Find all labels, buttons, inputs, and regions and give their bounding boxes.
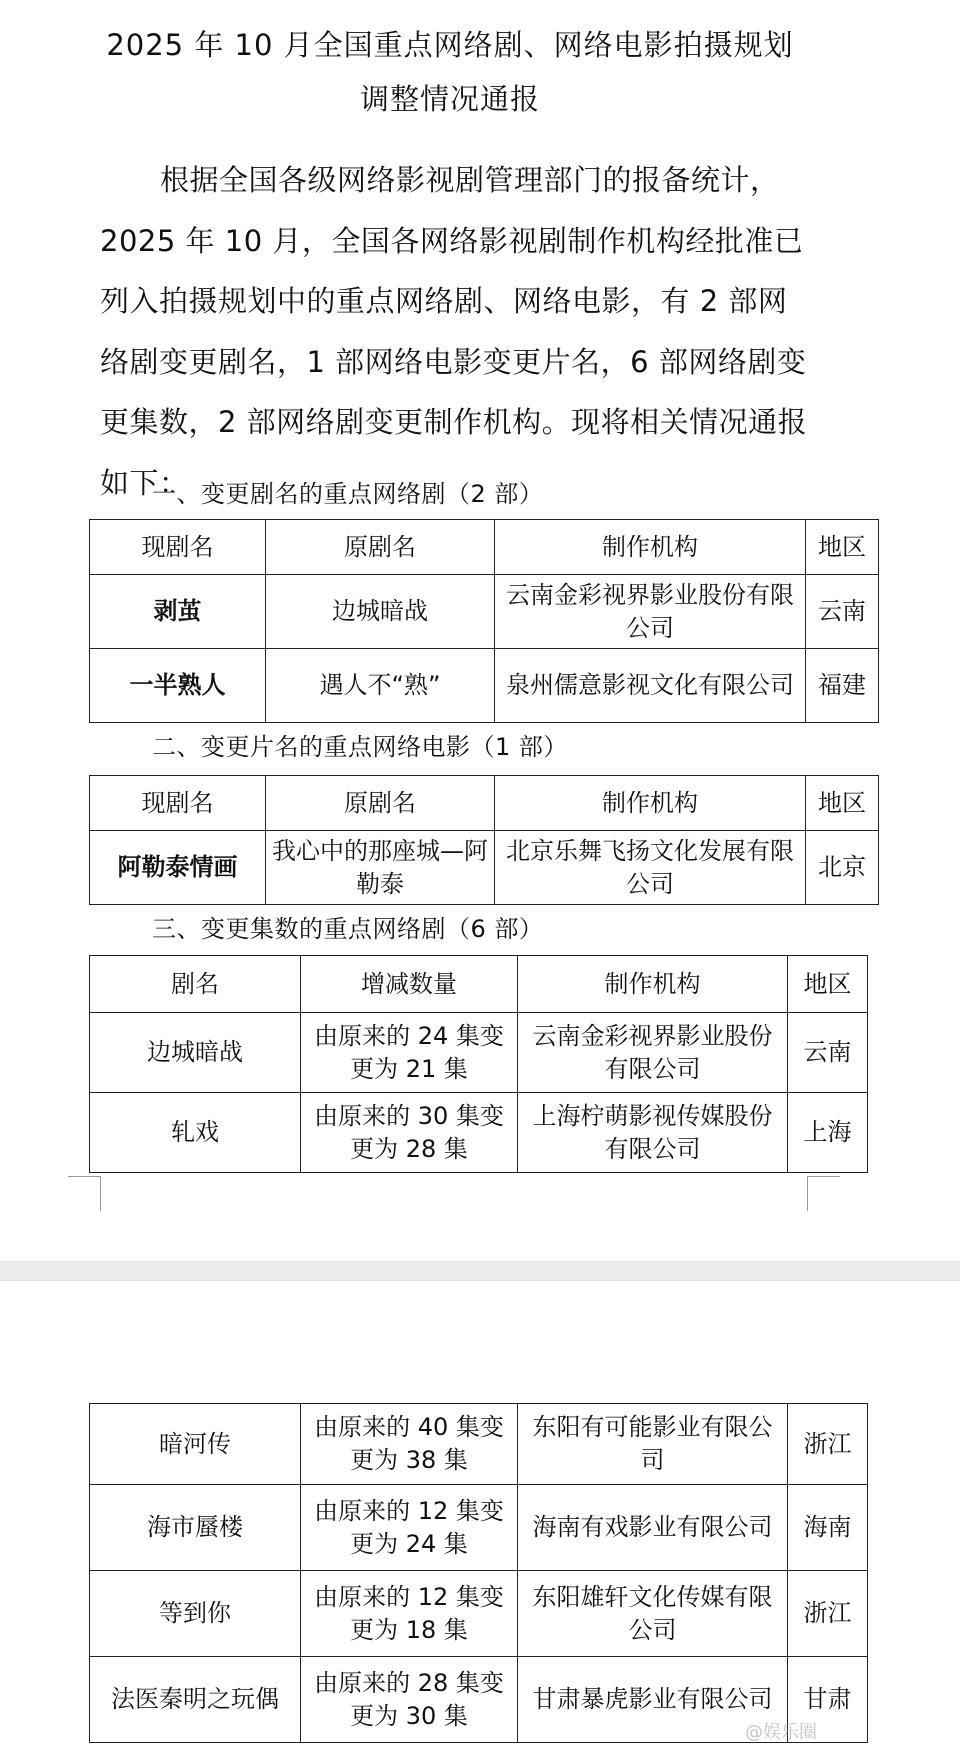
header-cell: 增减数量 xyxy=(301,956,518,1013)
cell-producer: 云南金彩视界影业股份有限公司 xyxy=(518,1013,788,1093)
cell-region: 云南 xyxy=(788,1013,868,1093)
table-row xyxy=(90,1013,868,1093)
cell-drama-name: 等到你 xyxy=(90,1571,301,1657)
cell-current-name: 一半熟人 xyxy=(90,649,266,723)
cell-episode-change: 由原来的 12 集变更为 18 集 xyxy=(301,1571,518,1657)
cell-region: 甘肃 xyxy=(788,1657,868,1743)
watermark: @娱乐圈 xyxy=(745,1722,817,1743)
table-row xyxy=(90,1093,868,1173)
section3-table-continued xyxy=(89,1403,868,1743)
cell-region: 浙江 xyxy=(788,1404,868,1485)
table-row xyxy=(90,575,879,649)
cell-producer: 云南金彩视界影业股份有限公司 xyxy=(495,575,806,649)
cell-drama-name: 法医秦明之玩偶 xyxy=(90,1657,301,1743)
header-cell: 现剧名 xyxy=(90,520,266,575)
cell-episode-change: 由原来的 30 集变更为 28 集 xyxy=(301,1093,518,1173)
table-header-row xyxy=(90,776,879,831)
section2-heading: 二、变更片名的重点网络电影（1 部） xyxy=(152,733,568,761)
cell-producer: 东阳雄轩文化传媒有限公司 xyxy=(518,1571,788,1657)
cell-original-name: 我心中的那座城—阿勒泰 xyxy=(266,831,495,905)
table-row xyxy=(90,1485,868,1571)
header-cell: 原剧名 xyxy=(266,776,495,831)
intro-line: 更集数，2 部网络剧变更制作机构。现将相关情况通报 xyxy=(100,405,808,439)
page-separator xyxy=(0,1261,960,1281)
table-row xyxy=(90,649,879,723)
intro-line: 列入拍摄规划中的重点网络剧、网络电影，有 2 部网 xyxy=(100,284,788,318)
cell-producer: 海南有戏影业有限公司 xyxy=(518,1485,788,1571)
section1-heading: 一、变更剧名的重点网络剧（2 部） xyxy=(152,480,544,508)
cell-region: 北京 xyxy=(806,831,879,905)
cell-episode-change: 由原来的 28 集变更为 30 集 xyxy=(301,1657,518,1743)
cell-region: 海南 xyxy=(788,1485,868,1571)
header-cell: 制作机构 xyxy=(495,520,806,575)
header-cell: 地区 xyxy=(788,956,868,1013)
table-header-row xyxy=(90,520,879,575)
cell-drama-name: 边城暗战 xyxy=(90,1013,301,1093)
section1-table xyxy=(89,519,879,723)
table-row xyxy=(90,1404,868,1485)
cell-original-name: 遇人不“熟” xyxy=(266,649,495,723)
intro-line: 根据全国各级网络影视剧管理部门的报备统计， xyxy=(160,163,780,197)
cell-drama-name: 海市蜃楼 xyxy=(90,1485,301,1571)
intro-line: 2025 年 10 月，全国各网络影视剧制作机构经批准已 xyxy=(100,223,804,258)
cell-producer: 北京乐舞飞扬文化发展有限公司 xyxy=(495,831,806,905)
cell-producer: 上海柠萌影视传媒股份有限公司 xyxy=(518,1093,788,1173)
document-title-line2: 调整情况通报 xyxy=(359,82,540,116)
section3-heading: 三、变更集数的重点网络剧（6 部） xyxy=(152,915,544,943)
cell-region: 福建 xyxy=(806,649,879,723)
cell-episode-change: 由原来的 12 集变更为 24 集 xyxy=(301,1485,518,1571)
cell-producer: 泉州儒意影视文化有限公司 xyxy=(495,649,806,723)
intro-paragraph xyxy=(100,150,820,513)
cell-current-name: 阿勒泰情画 xyxy=(90,831,266,905)
header-cell: 地区 xyxy=(806,776,879,831)
document-title-line1: 2025 年 10 月全国重点网络剧、网络电影拍摄规划 xyxy=(106,28,794,62)
header-cell: 地区 xyxy=(806,520,879,575)
header-cell: 制作机构 xyxy=(495,776,806,831)
cell-drama-name: 轧戏 xyxy=(90,1093,301,1173)
intro-line: 络剧变更剧名，1 部网络电影变更片名，6 部网络剧变 xyxy=(100,344,807,379)
intro-line: 如下： xyxy=(100,465,189,500)
page-crop-mark-right xyxy=(807,1176,840,1211)
table-row xyxy=(90,1571,868,1657)
cell-region: 云南 xyxy=(806,575,879,649)
section3-table xyxy=(89,955,868,1173)
cell-producer: 甘肃暴虎影业有限公司 xyxy=(518,1657,788,1743)
cell-producer: 东阳有可能影业有限公司 xyxy=(518,1404,788,1485)
cell-episode-change: 由原来的 24 集变更为 21 集 xyxy=(301,1013,518,1093)
table-header-row xyxy=(90,956,868,1013)
header-cell: 原剧名 xyxy=(266,520,495,575)
cell-drama-name: 暗河传 xyxy=(90,1404,301,1485)
section2-table xyxy=(89,775,879,905)
cell-episode-change: 由原来的 40 集变更为 38 集 xyxy=(301,1404,518,1485)
header-cell: 现剧名 xyxy=(90,776,266,831)
cell-current-name: 剥茧 xyxy=(90,575,266,649)
header-cell: 剧名 xyxy=(90,956,301,1013)
table-row xyxy=(90,831,879,905)
cell-region: 浙江 xyxy=(788,1571,868,1657)
header-cell: 制作机构 xyxy=(518,956,788,1013)
page-crop-mark-left xyxy=(68,1176,101,1211)
cell-original-name: 边城暗战 xyxy=(266,575,495,649)
cell-region: 上海 xyxy=(788,1093,868,1173)
